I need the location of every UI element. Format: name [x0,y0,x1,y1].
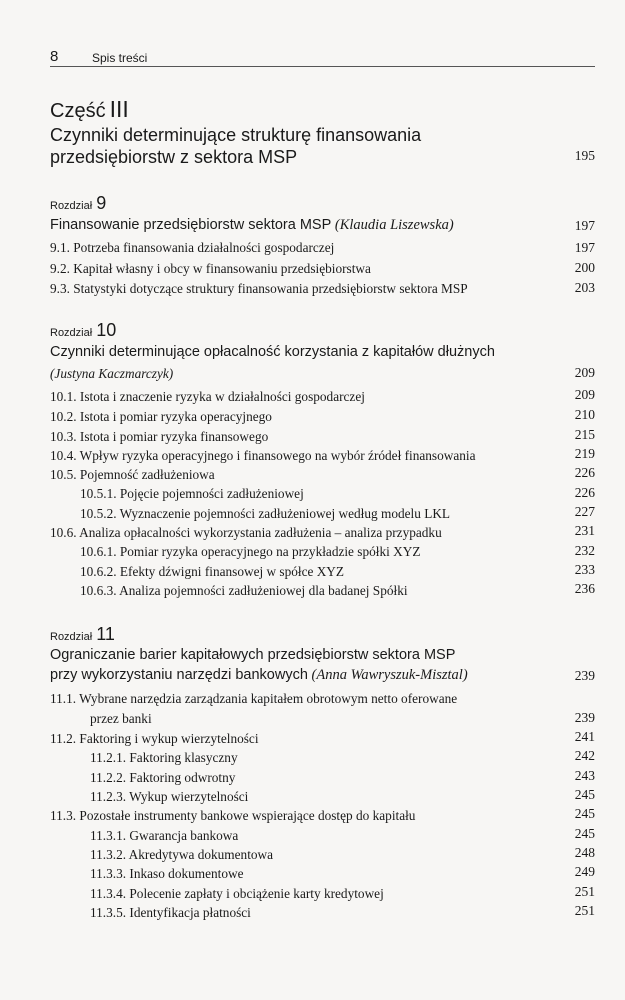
toc-page: 239 [574,710,595,725]
toc-page: 197 [574,240,595,255]
chapter-11-page: 239 [574,668,595,683]
chapter-11-title-line-1: Ograniczanie barier kapitałowych przedsiębiorstw sektora MSP [50,647,456,663]
toc-page: 233 [574,562,595,577]
toc-page: 245 [574,787,595,802]
page-number: 8 [50,48,59,65]
toc-entry: 11.3.5. Identyfikacja płatności [90,905,251,920]
toc-entry: 9.1. Potrzeba finansowania działalności gospodarczej [50,240,335,255]
toc-page: 226 [574,485,595,500]
toc-page: 215 [574,427,595,442]
toc-page: 226 [574,465,595,480]
part-page: 195 [574,148,595,163]
toc-entry: 11.3.3. Inkaso dokumentowe [90,866,244,881]
running-title: Spis treści [92,51,148,65]
toc-entry: 11.2.3. Wykup wierzytelności [90,789,249,804]
toc-page: 251 [574,884,595,899]
chapter-11-heading [50,624,115,645]
toc-entry: 10.4. Wpływ ryzyka operacyjnego i finansowego na wybór źródeł finansowania [50,448,476,463]
part-label: Część [50,100,106,122]
chapter-label: Rozdział [50,327,93,339]
chapter-author: (Anna Wawryszuk-Misztal) [311,667,468,683]
toc-page: 248 [574,845,595,860]
part-title-line-1: Czynniki determinujące strukturę finansowania [50,125,422,145]
header-rule [50,66,595,67]
page-header [50,48,595,68]
toc-entry: 10.5. Pojemność zadłużeniowa [50,467,215,482]
toc-page: 200 [574,260,595,275]
toc-entry: 11.3.1. Gwarancja bankowa [90,828,239,843]
toc-entry: 11.2. Faktoring i wykup wierzytelności [50,731,259,746]
toc-entry: 10.6.1. Pomiar ryzyka operacyjnego na przykładzie spółki XYZ [80,544,421,559]
chapter-number: 10 [96,320,117,340]
toc-entry: 10.5.1. Pojęcie pojemności zadłużeniowej [80,486,304,501]
toc-page: 245 [574,806,595,821]
chapter-label: Rozdział [50,200,93,212]
toc-page: 210 [574,407,595,422]
toc-entry: 9.3. Statystyki dotyczące struktury finansowania przedsiębiorstw sektora MSP [50,281,468,296]
chapter-10-title: Czynniki determinujące opłacalność korzystania z kapitałów dłużnych [50,344,495,360]
chapter-10-author: (Justyna Kaczmarczyk) [50,366,174,381]
toc-entry: 11.2.1. Faktoring klasyczny [90,750,238,765]
chapter-number: 9 [96,193,107,213]
toc-page: 242 [574,748,595,763]
toc-entry: 11.1. Wybrane narzędzia zarządzania kapitałem obrotowym netto oferowane [50,691,458,706]
toc-entry: 10.3. Istota i pomiar ryzyka finansowego [50,429,269,444]
toc-entry: 11.3. Pozostałe instrumenty bankowe wspierające dostęp do kapitału [50,808,416,823]
toc-page: 241 [574,729,595,744]
toc-entry: 10.6. Analiza opłacalności wykorzystania zadłużenia – analiza przypadku [50,525,442,540]
toc-entry: 11.3.2. Akredytywa dokumentowa [90,847,274,862]
chapter-11-title-line-2 [50,667,468,684]
part-heading [50,96,129,123]
toc-entry: 11.3.4. Polecenie zapłaty i obciążenie karty kredytowej [90,886,384,901]
chapter-9-title [50,217,454,234]
toc-entry: 9.2. Kapitał własny i obcy w finansowaniu przedsiębiorstwa [50,261,371,276]
chapter-9-page: 197 [574,218,595,233]
toc-entry: 10.5.2. Wyznaczenie pojemności zadłużeniowej według modelu LKL [80,506,451,521]
chapter-10-heading [50,320,116,341]
toc-page: 232 [574,543,595,558]
toc-page: 243 [574,768,595,783]
chapter-10-page: 209 [574,365,595,380]
toc-page: 251 [574,903,595,918]
toc-page: 227 [574,504,595,519]
toc-entry: 10.6.3. Analiza pojemności zadłużeniowej dla badanej Spółki [80,583,408,598]
part-number: III [109,96,129,122]
part-title-line-2: przedsiębiorstw z sektora MSP [50,147,298,167]
toc-entry: 10.6.2. Efekty dźwigni finansowej w spółce XYZ [80,564,345,579]
toc-page: 236 [574,581,595,596]
chapter-9-heading [50,193,106,214]
chapter-label: Rozdział [50,631,93,643]
chapter-title-text: przy wykorzystaniu narzędzi bankowych [50,667,308,683]
toc-entry: przez banki [90,711,152,726]
toc-page: 245 [574,826,595,841]
toc-page: 249 [574,864,595,879]
toc-entry: 11.2.2. Faktoring odwrotny [90,770,236,785]
toc-entry: 10.2. Istota i pomiar ryzyka operacyjnego [50,409,272,424]
toc-page: 209 [574,387,595,402]
toc-entry: 10.1. Istota i znaczenie ryzyka w działalności gospodarczej [50,389,365,404]
toc-page: 231 [574,523,595,538]
chapter-title-text: Finansowanie przedsiębiorstw sektora MSP [50,217,332,233]
toc-page: 219 [574,446,595,461]
chapter-number: 11 [96,624,115,644]
chapter-author: (Klaudia Liszewska) [334,217,454,233]
toc-page: 203 [574,280,595,295]
